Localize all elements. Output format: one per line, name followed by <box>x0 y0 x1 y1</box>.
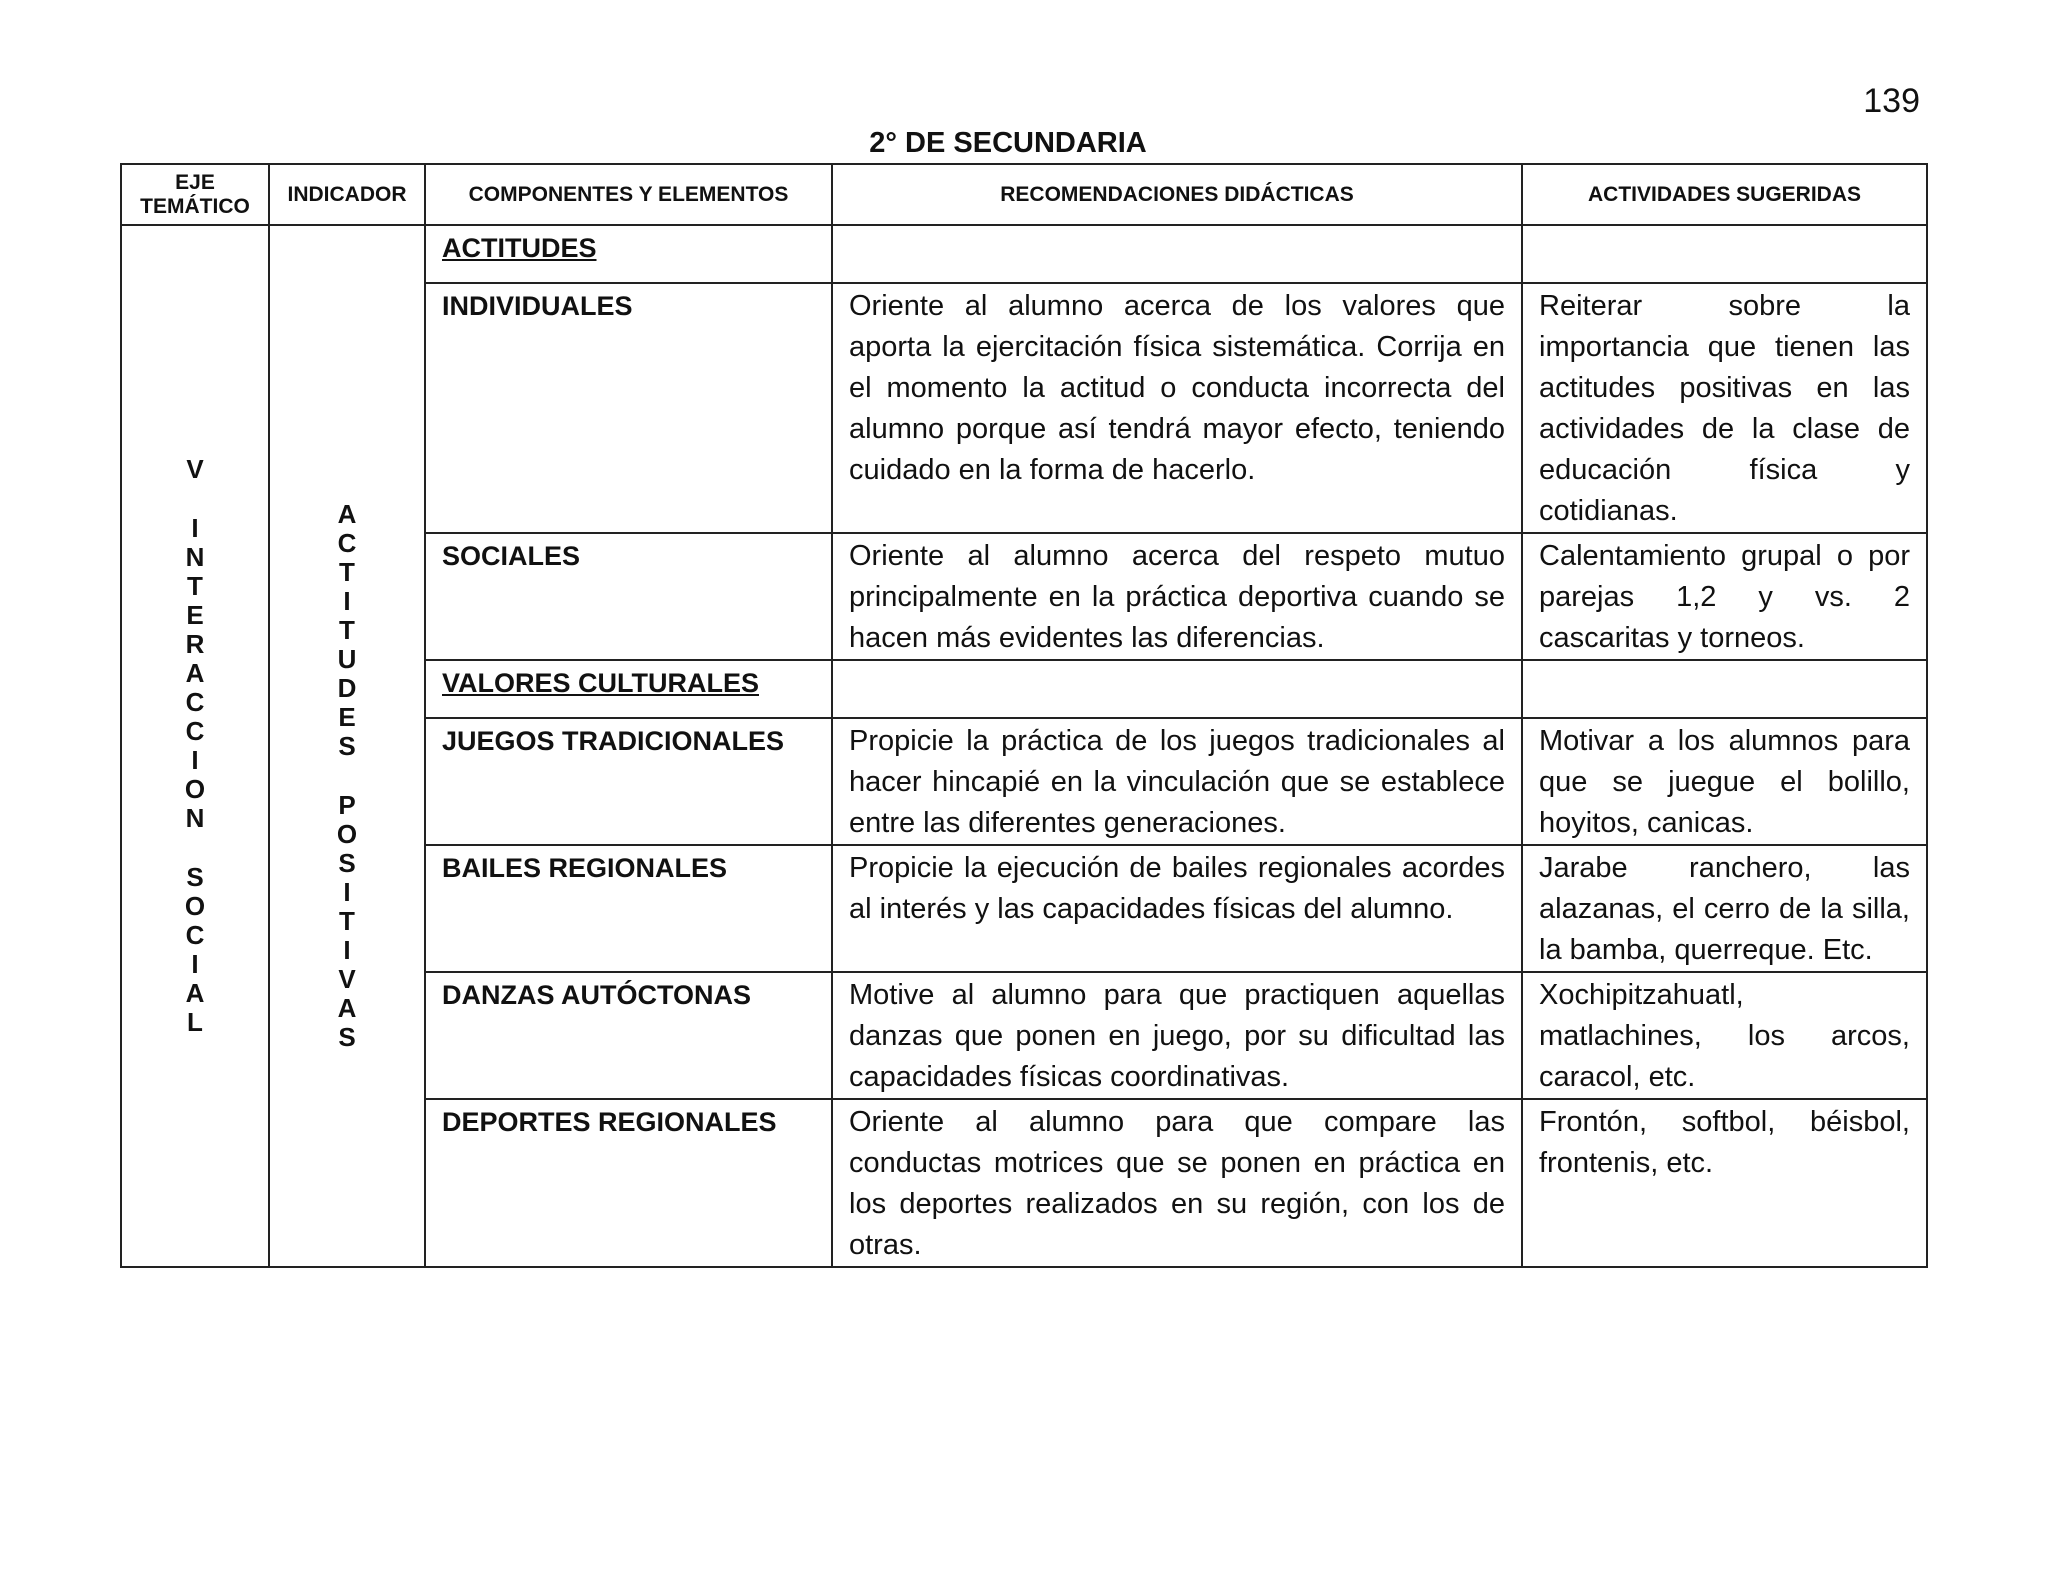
eje-letter: L <box>187 1007 203 1037</box>
indicador-letter: S <box>338 848 356 878</box>
eje-letter: I <box>191 745 199 775</box>
table-header-row <box>121 164 1927 225</box>
indicador-letter: T <box>339 906 355 936</box>
eje-letter: R <box>185 629 205 659</box>
eje-letter: I <box>191 949 199 979</box>
recomendacion-cell: Propicie la práctica de los juegos tradicionales al hacer hincapié en la vinculación que se establece entre las diferentes generaciones. <box>832 718 1522 845</box>
eje-letter: N <box>185 803 205 833</box>
actividad-cell: Xochipitzahuatl, matlachines, los arcos, caracol, etc. <box>1522 972 1927 1099</box>
indicador-letter: S <box>338 1022 356 1052</box>
eje-letter: A <box>185 658 205 688</box>
eje-letter: C <box>185 716 205 746</box>
header-eje-line1: EJE <box>175 170 215 194</box>
indicador-letter: T <box>339 557 355 587</box>
recomendacion-cell: Propicie la ejecución de bailes regionales acordes al interés y las capacidades físicas del alumno. <box>832 845 1522 972</box>
indicador-letter: A <box>337 499 357 529</box>
indicador-letter: C <box>337 528 357 558</box>
indicador-letter: I <box>343 586 351 616</box>
eje-letter: T <box>187 571 203 601</box>
recomendacion-cell: Oriente al alumno acerca de los valores que aporta la ejercitación física sistemática. Corrija en el momento la actitud o conducta incorrecta del alumno porque así tendrá mayor efecto, teniendo cuidado en la forma de hacerlo. <box>832 283 1522 533</box>
recomendacion-cell: Oriente al alumno para que compare las conductas motrices que se ponen en práctica en los deportes realizados en su región, con los de otras. <box>832 1099 1522 1267</box>
componente-cell: BAILES REGIONALES <box>425 845 832 972</box>
actividad-cell: Motivar a los alumnos para que se juegue el bolillo, hoyitos, canicas. <box>1522 718 1927 845</box>
eje-letter: C <box>185 687 205 717</box>
actividad-cell: Frontón, softbol, béisbol, frontenis, etc. <box>1522 1099 1927 1267</box>
section-row-actitudes <box>121 225 1927 283</box>
indicador-letter: I <box>343 935 351 965</box>
componente-cell: INDIVIDUALES <box>425 283 832 533</box>
eje-letter: O <box>184 774 206 804</box>
header-eje-tematico <box>121 164 269 225</box>
curriculum-table <box>120 163 1928 1268</box>
header-eje-line2: TEMÁTICO <box>140 194 250 218</box>
header-indicador: INDICADOR <box>269 164 425 225</box>
componente-cell: DEPORTES REGIONALES <box>425 1099 832 1267</box>
indicador-letter: U <box>337 644 357 674</box>
eje-letter: C <box>185 920 205 950</box>
document-title: 2° DE SECUNDARIA <box>869 127 1147 159</box>
eje-letter: N <box>185 542 205 572</box>
indicador-letter: D <box>337 673 357 703</box>
eje-letter: O <box>184 891 206 921</box>
indicador-letter: E <box>338 702 356 732</box>
empty-cell <box>1522 660 1927 718</box>
indicador-letter: V <box>338 964 356 994</box>
eje-letter: I <box>191 513 199 543</box>
indicador-letter: I <box>343 877 351 907</box>
indicador-letter: P <box>338 790 356 820</box>
section-title-actitudes: ACTITUDES <box>425 225 832 283</box>
empty-cell <box>832 660 1522 718</box>
componente-cell: DANZAS AUTÓCTONAS <box>425 972 832 1099</box>
indicador-cell <box>269 225 425 1267</box>
eje-letter: V <box>186 454 204 484</box>
eje-letter-gap <box>122 484 268 514</box>
actividad-cell: Jarabe ranchero, las alazanas, el cerro de la silla, la bamba, querreque. Etc. <box>1522 845 1927 972</box>
actividad-cell: Reiterar sobre la importancia que tienen las actitudes positivas en las actividades de la clase de educación física y cotidianas. <box>1522 283 1927 533</box>
header-actividades: ACTIVIDADES SUGERIDAS <box>1522 164 1927 225</box>
actividad-cell: Calentamiento grupal o por parejas 1,2 y vs. 2 cascaritas y torneos. <box>1522 533 1927 660</box>
eje-letter-gap <box>122 833 268 863</box>
indicador-letter: S <box>338 731 356 761</box>
recomendacion-cell: Motive al alumno para que practiquen aquellas danzas que ponen en juego, por su dificultad las capacidades físicas coordinativas. <box>832 972 1522 1099</box>
eje-tematico-cell <box>121 225 269 1267</box>
eje-letter: S <box>186 862 204 892</box>
recomendacion-cell: Oriente al alumno acerca del respeto mutuo principalmente en la práctica deportiva cuando se hacen más evidentes las diferencias. <box>832 533 1522 660</box>
empty-cell <box>1522 225 1927 283</box>
empty-cell <box>832 225 1522 283</box>
indicador-letter-gap <box>270 761 424 791</box>
indicador-letter: T <box>339 615 355 645</box>
indicador-letter: O <box>336 819 358 849</box>
componente-cell: JUEGOS TRADICIONALES <box>425 718 832 845</box>
eje-letter: A <box>185 978 205 1008</box>
header-componentes: COMPONENTES Y ELEMENTOS <box>425 164 832 225</box>
componente-cell: SOCIALES <box>425 533 832 660</box>
indicador-letter: A <box>337 993 357 1023</box>
eje-letter: E <box>186 600 204 630</box>
page-number: 139 <box>1863 82 1920 120</box>
section-title-valores-culturales: VALORES CULTURALES <box>425 660 832 718</box>
header-recomendaciones: RECOMENDACIONES DIDÁCTICAS <box>832 164 1522 225</box>
